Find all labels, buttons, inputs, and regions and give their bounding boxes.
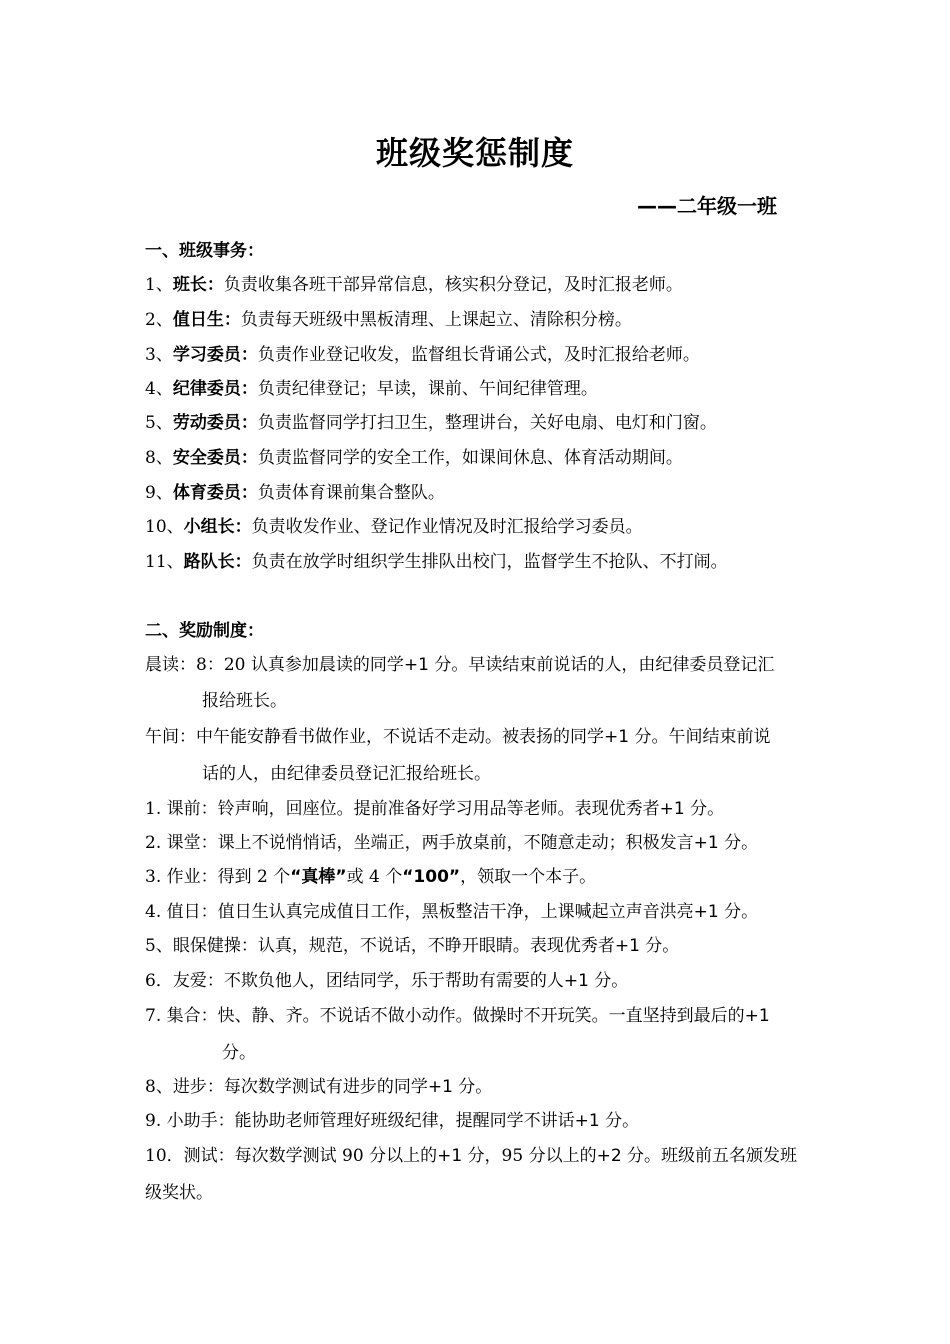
rule-item xyxy=(145,1141,797,1166)
item-number: 2、 xyxy=(145,310,173,330)
rule-item xyxy=(145,794,724,819)
rule-morning xyxy=(145,650,774,675)
duty-item xyxy=(145,478,445,503)
rule-text: 分。 xyxy=(684,799,725,819)
points: +1 xyxy=(437,1146,463,1166)
rule-item xyxy=(145,862,596,887)
rule-text: 分。早读结束前说话的人，由纪律委员登记汇 xyxy=(428,655,775,675)
rule-text: 8、进步：每次数学测试有进步的同学 xyxy=(145,1077,428,1097)
role-description: 负责收集各班干部异常信息，核实积分登记，及时汇报老师。 xyxy=(223,275,683,295)
points: +2 xyxy=(596,1146,622,1166)
duty-item xyxy=(145,512,643,537)
role-label: 纪律委员： xyxy=(172,379,258,399)
role-label: 体育委员： xyxy=(172,483,258,503)
role-label: 安全委员： xyxy=(172,448,258,468)
rule-text: 分。 xyxy=(718,833,759,853)
rule-text: 5、眼保健操：认真，规范，不说话，不睁开眼睛。表现优秀者 xyxy=(145,936,615,956)
rule-text: 分。 xyxy=(588,971,629,991)
points: +1 xyxy=(403,655,429,675)
section-heading-text: 二、奖励制度： xyxy=(145,621,264,641)
duty-item xyxy=(145,340,700,365)
rule-text: 9. 小助手：能协助老师管理好班级纪律，提醒同学不讲话 xyxy=(145,1111,575,1131)
rule-item xyxy=(145,897,758,922)
rule-item-continued: 级奖状。 xyxy=(145,1183,213,1203)
duty-item xyxy=(145,270,683,295)
rule-text: 分。 xyxy=(639,936,680,956)
rule-text: 分，95 分以上的 xyxy=(462,1146,597,1166)
rule-text: 2. 课堂：课上不说悄悄话，坐端正，两手放桌前，不随意走动；积极发言 xyxy=(145,833,694,853)
rule-text: 分。班级前五名颁发班 xyxy=(621,1146,798,1166)
role-label: 劳动委员： xyxy=(172,413,258,433)
points: +1 xyxy=(659,799,685,819)
item-number: 11、 xyxy=(145,552,184,572)
rule-morning-continued: 报给班长。 xyxy=(202,691,287,711)
section-heading-rewards xyxy=(145,616,264,641)
points: +1 xyxy=(574,1111,600,1131)
keyword: “100” xyxy=(402,867,461,887)
rule-text: 午间：中午能安静看书做作业，不说话不走动。被表扬的同学 xyxy=(145,727,604,747)
role-label: 值日生： xyxy=(172,310,241,330)
role-description: 负责每天班级中黑板清理、上课起立、清除积分榜。 xyxy=(240,310,632,330)
points: +1 xyxy=(614,936,640,956)
rule-text: 分。 xyxy=(599,1111,640,1131)
rule-item xyxy=(145,1072,492,1097)
keyword: “真棒” xyxy=(290,867,347,887)
document-subtitle: ——二年级一班 xyxy=(637,194,777,218)
rule-text: 分。 xyxy=(452,1077,493,1097)
rule-noon-continued: 话的人，由纪律委员登记汇报给班长。 xyxy=(202,764,491,784)
item-number: 1、 xyxy=(145,275,173,295)
role-description: 负责在放学时组织学生排队出校门，监督学生不抢队、不打闹。 xyxy=(251,552,728,572)
rule-text: 晨读：8：20 认真参加晨读的同学 xyxy=(145,655,404,675)
rule-item xyxy=(145,1001,770,1026)
rule-text: 1. 课前：铃声响，回座位。提前准备好学习用品等老师。表现优秀者 xyxy=(145,799,660,819)
role-label: 班长： xyxy=(172,275,224,295)
item-number: 9、 xyxy=(145,483,173,503)
rule-text: 分。午间结束前说 xyxy=(629,727,771,747)
role-label: 小组长： xyxy=(183,517,252,537)
role-label: 学习委员： xyxy=(172,345,258,365)
points: +1 xyxy=(744,1006,770,1026)
duty-item xyxy=(145,408,717,433)
role-description: 负责收发作业、登记作业情况及时汇报给学习委员。 xyxy=(251,517,643,537)
points: +1 xyxy=(693,833,719,853)
role-label: 路队长： xyxy=(183,552,252,572)
role-description: 负责监督同学打扫卫生，整理讲台，关好电扇、电灯和门窗。 xyxy=(257,413,717,433)
points: +1 xyxy=(563,971,589,991)
rule-noon xyxy=(145,722,770,747)
rule-item xyxy=(145,931,679,956)
rule-text: ，领取一个本子。 xyxy=(460,867,597,887)
rule-item xyxy=(145,966,628,991)
duty-item xyxy=(145,305,632,330)
rule-item xyxy=(145,1106,639,1131)
role-description: 负责作业登记收发，监督组长背诵公式，及时汇报给老师。 xyxy=(257,345,700,365)
rule-text: 或 4 个 xyxy=(346,867,403,887)
item-number: 4、 xyxy=(145,379,173,399)
item-number: 8、 xyxy=(145,448,173,468)
points: +1 xyxy=(604,727,630,747)
points: +1 xyxy=(693,902,719,922)
rule-item-continued: 分。 xyxy=(222,1043,256,1063)
duty-item xyxy=(145,374,598,399)
rule-text: 4. 值日：值日生认真完成值日工作，黑板整洁干净，上课喊起立声音洪亮 xyxy=(145,902,694,922)
item-number: 3、 xyxy=(145,345,173,365)
duty-item xyxy=(145,547,728,572)
rule-text: 10．测试：每次数学测试 90 分以上的 xyxy=(145,1146,438,1166)
duty-item xyxy=(145,443,683,468)
rule-text: 6．友爱：不欺负他人，团结同学，乐于帮助有需要的人 xyxy=(145,971,564,991)
rule-text: 7. 集合：快、静、齐。不说话不做小动作。做操时不开玩笑。一直坚持到最后的 xyxy=(145,1006,745,1026)
section-heading-duties: 一、班级事务： xyxy=(145,241,264,261)
points: +1 xyxy=(427,1077,453,1097)
rule-item xyxy=(145,828,758,853)
role-description: 负责体育课前集合整队。 xyxy=(257,483,445,503)
item-number: 5、 xyxy=(145,413,173,433)
document-title: 班级奖惩制度 xyxy=(375,134,574,172)
role-description: 负责纪律登记；早读，课前、午间纪律管理。 xyxy=(257,379,598,399)
item-number: 10、 xyxy=(145,517,184,537)
rule-text: 分。 xyxy=(718,902,759,922)
role-description: 负责监督同学的安全工作，如课间休息、体育活动期间。 xyxy=(257,448,683,468)
rule-text: 3. 作业：得到 2 个 xyxy=(145,867,291,887)
